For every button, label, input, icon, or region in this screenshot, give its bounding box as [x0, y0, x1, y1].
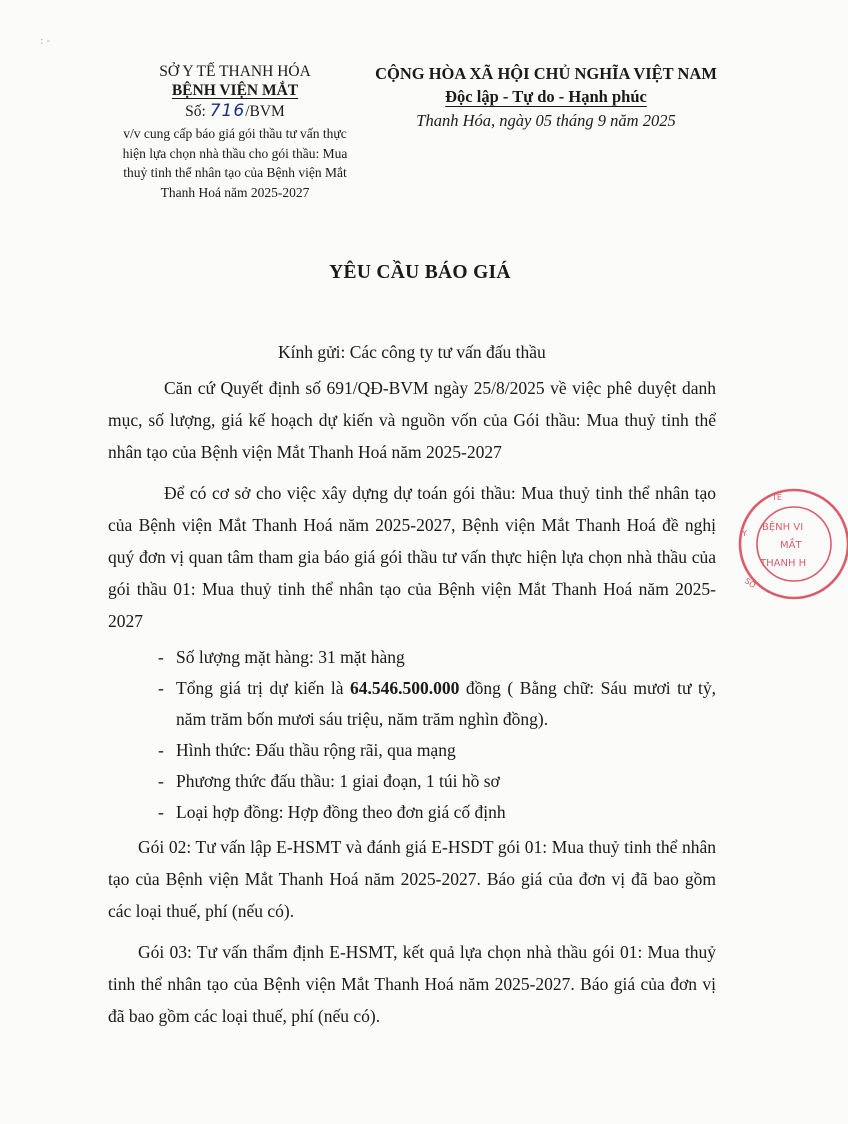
document-title: YÊU CẦU BÁO GIÁ: [329, 262, 511, 283]
contract-text: Loại hợp đồng: Hợp đồng theo đơn giá cố định: [176, 802, 506, 822]
list-item-form: [108, 735, 716, 766]
document-number-handwritten: 716: [209, 101, 246, 121]
package-03-paragraph: Gói 03: Tư vấn thẩm định E-HSMT, kết quả lựa chọn nhà thầu gói 01: Mua thuỷ tinh thể nhân tạo của Bệnh viện Mắt Thanh Hoá năm 2025-2027. Báo giá của đơn vị đã bao gồm các loại thuế, phí (nếu có).: [108, 942, 716, 1026]
method-text: Phương thức đấu thầu: 1 giai đoạn, 1 túi hồ sơ: [176, 771, 500, 791]
seal-text-top: TẾ: [772, 493, 782, 502]
place-date: Thanh Hóa, ngày 05 tháng 9 năm 2025: [416, 111, 676, 130]
total-value: 64.546.500.000: [350, 678, 460, 698]
document-body: [108, 336, 716, 1032]
list-dash: -: [158, 740, 164, 760]
list-item-contract: [108, 797, 716, 828]
issuer-agency: SỞ Y TẾ THANH HÓA: [159, 63, 311, 80]
recipient-line: Kính gửi: Các công ty tư vấn đấu thầu: [278, 342, 546, 362]
document-subject: v/v cung cấp báo giá gói thầu tư vấn thực hiện lựa chọn nhà thầu cho gói thầu: Mua thuỷ tinh thể nhân tạo của Bệnh viện Mắt Thanh Hoá năm 2025-2027: [122, 126, 348, 200]
list-dash: -: [158, 802, 164, 822]
form-text: Hình thức: Đấu thầu rộng rãi, qua mạng: [176, 740, 456, 760]
national-motto: Độc lập - Tự do - Hạnh phúc: [445, 87, 647, 106]
seal-text-left-bottom: SỞ: [742, 576, 759, 591]
issuer-block: [110, 62, 360, 202]
basis-paragraph: Căn cứ Quyết định số 691/QĐ-BVM ngày 25/8/2025 về việc phê duyệt danh mục, số lượng, giá kế hoạch dự kiến và nguồn vốn của Gói thầu: Mua thuỷ tinh thể nhân tạo của Bệnh viện Mắt Thanh Hoá năm 2025-2027: [108, 378, 716, 462]
list-item-quantity: [108, 642, 716, 673]
document-number: [110, 102, 360, 121]
list-dash: -: [158, 771, 164, 791]
package-02-paragraph: Gói 02: Tư vấn lập E-HSMT và đánh giá E-HSDT gói 01: Mua thuỷ tinh thể nhân tạo của Bệnh viện Mắt Thanh Hoá năm 2025-2027. Báo giá của đơn vị đã bao gồm các loại thuế, phí (nếu có).: [108, 837, 716, 921]
total-suffix: đồng ( Bằng chữ: Sáu mươi tư tỷ, năm trăm bốn mươi sáu triệu, năm trăm nghìn đồng).: [176, 678, 716, 729]
seal-text-left-top: Y: [742, 529, 747, 538]
list-dash: -: [158, 647, 164, 667]
seal-text-line3: THANH H: [760, 558, 807, 569]
total-prefix: Tổng giá trị dự kiến là: [176, 678, 350, 698]
request-paragraph: Để có cơ sở cho việc xây dựng dự toán gói thầu: Mua thuỷ tinh thể nhân tạo của Bệnh viện Mắt Thanh Hoá năm 2025-2027, Bệnh viện Mắt Thanh Hoá đề nghị quý đơn vị quan tâm tham gia báo giá gói thầu tư vấn thực hiện lựa chọn nhà thầu của gói thầu 01: Mua thuỷ tinh thể nhân tạo của Bệnh viện Mắt Thanh Hoá năm 2025-2027: [108, 483, 716, 631]
quantity-text: Số lượng mặt hàng: 31 mặt hàng: [176, 647, 405, 667]
document-number-suffix: /BVM: [245, 103, 285, 120]
package-details-list: [108, 642, 716, 828]
list-item-total-value: [108, 673, 716, 735]
nation-name: CỘNG HÒA XÃ HỘI CHỦ NGHĨA VIỆT NAM: [375, 64, 717, 83]
list-item-method: [108, 766, 716, 797]
list-dash: -: [158, 678, 164, 698]
issuer-organization: BỆNH VIỆN MẮT: [171, 82, 299, 99]
seal-text-line1: BỆNH VI: [762, 522, 804, 533]
hospital-seal-stamp: [728, 486, 848, 606]
seal-text-line2: MẮT: [780, 540, 802, 551]
national-heading: [366, 62, 726, 132]
scan-mark: : -: [40, 36, 51, 47]
document-number-prefix: Số:: [185, 103, 206, 120]
